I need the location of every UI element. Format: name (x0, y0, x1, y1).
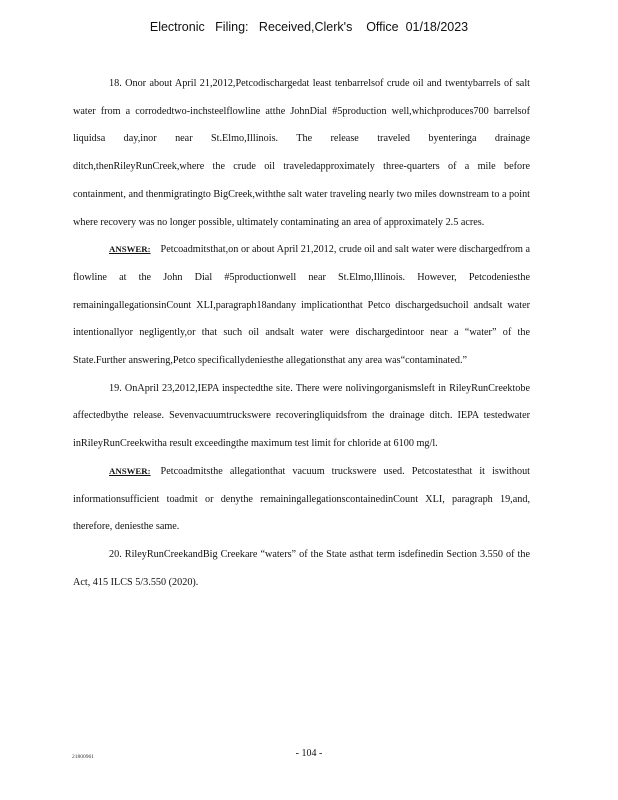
document-id: 21800961 (72, 754, 94, 760)
answer-19 (73, 458, 530, 541)
paragraph-19: 19. OnApril 23,2012,IEPA inspectedthe site. There were nolivingorganismsleft in RileyRunCreektobe affectedbythe release. Sevenvacuumtruckswere recoveringliquidsfrom the drainage ditch. IEPA testedwater inRileyRunCreekwitha result exceedingthe maximum test limit for chloride at 6100 mg/l. (73, 382, 530, 450)
answer-18 (73, 236, 530, 375)
paragraph-18: 18. Onor about April 21,2012,Petcodischargedat least tenbarrelsof crude oil and twentybarrels of salt water from a corrodedtwo-inchsteelflowline atthe JohnDial #5production well,whichproduces700 barrelsof liquidsa day,inor near St.Elmo,Illinois. The release traveled byenteringa drainage ditch,thenRileyRunCreek,where the crude oil traveledapproximately three-quarters of a mile before containment, and thenmigratingto BigCreek,withthe salt water traveling nearly two miles downstream to a point where recovery was no longer possible, ultimately contaminating an area of approximately 2.5 acres. (73, 78, 530, 228)
answer-18-text: Petcoadmitsthat,on or about April 21,2012, crude oil and salt water were dischargedfrom a flowline at the John Dial #5productionwell near St.Elmo,Illinois. However, Petcodeniesthe remainingallegationsinCount XLI,paragraph18andany implicationthat Petco dischargedsuchoil andsalt water intentionallyor negligently,or that such oil andsalt water were dischargedintoor near a “water” of the State.Further answering,Petco specificallydeniesthe allegationsthat any area was“contaminated.” (73, 244, 530, 367)
paragraph-20: 20. RileyRunCreekandBig Creekare “waters” of the State asthat term isdefinedin Section 3.550 of the Act, 415 ILCS 5/3.550 (2020). (73, 548, 530, 588)
answer-19-text: Petcoadmitsthe allegationthat vacuum truckswere used. Petcostatesthat it iswithout informationsufficient toadmit or denythe remainingallegationscontainedinCount XLI, paragraph 19,and, therefore, deniesthe same. (73, 465, 530, 533)
document-body (73, 70, 530, 596)
answer-label: ANSWER: (109, 244, 151, 255)
answer-label: ANSWER: (109, 465, 151, 476)
page-number: - 104 - (295, 748, 323, 759)
filing-stamp-header: Electronic Filing: Received,Clerk's Office 01/18/2023 (149, 20, 469, 34)
